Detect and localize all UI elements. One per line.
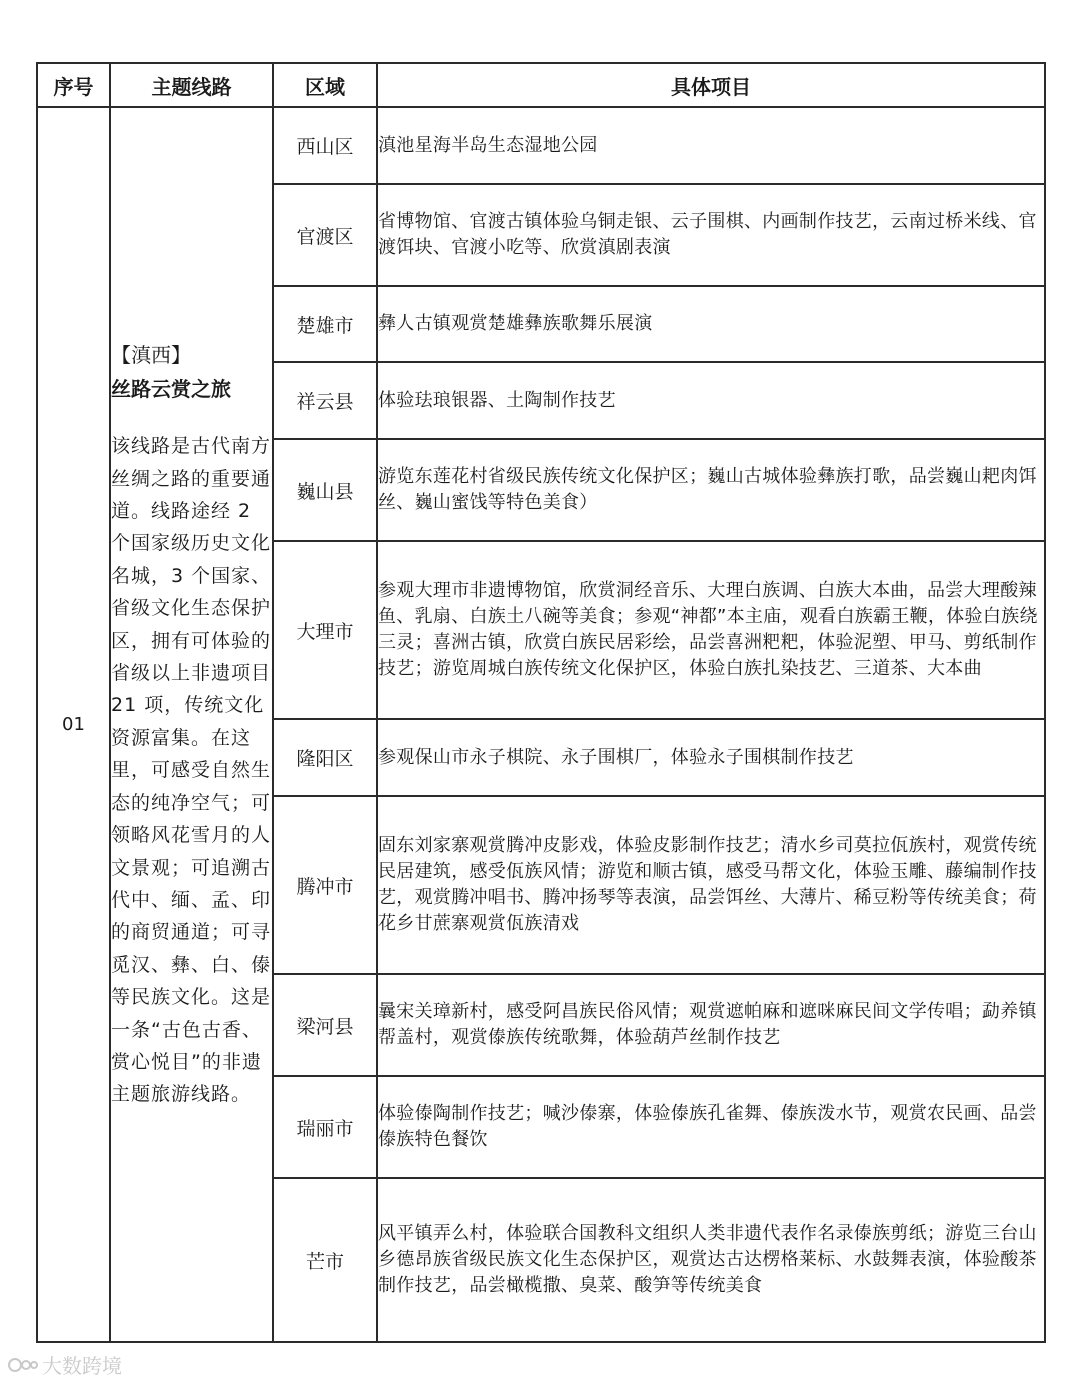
header-row — [37, 63, 1045, 107]
items-cell: 彝人古镇观赏楚雄彝族歌舞乐展演 — [377, 286, 1045, 362]
route-number: 01 — [37, 107, 110, 1342]
header-area: 区域 — [273, 63, 377, 107]
items-cell: 游览东莲花村省级民族传统文化保护区；巍山古城体验彝族打歌，品尝巍山耙肉饵丝、巍山蜜饯等特色美食） — [377, 439, 1045, 541]
area-cell: 官渡区 — [273, 184, 377, 286]
table-row — [37, 107, 1045, 184]
area-cell: 西山区 — [273, 107, 377, 184]
header-no: 序号 — [37, 63, 110, 107]
items-cell: 曩宋关璋新村，感受阿昌族民俗风情；观赏遮帕麻和遮咪麻民间文学传唱；勐养镇帮盖村，观赏傣族传统歌舞，体验葫芦丝制作技艺 — [377, 974, 1045, 1076]
items-cell: 参观保山市永子棋院、永子围棋厂，体验永子围棋制作技艺 — [377, 719, 1045, 796]
area-cell: 芒市 — [273, 1178, 377, 1342]
header-theme: 主题线路 — [110, 63, 273, 107]
area-cell: 巍山县 — [273, 439, 377, 541]
area-cell: 腾冲市 — [273, 796, 377, 974]
area-cell: 隆阳区 — [273, 719, 377, 796]
items-cell: 体验傣陶制作技艺；喊沙傣寨，体验傣族孔雀舞、傣族泼水节，观赏农民画、品尝傣族特色餐饮 — [377, 1076, 1045, 1178]
items-cell: 风平镇弄么村，体验联合国教科文组织人类非遗代表作名录傣族剪纸；游览三台山乡德昂族省级民族文化生态保护区，观赏达古达楞格莱标、水鼓舞表演，体验酸茶制作技艺，品尝橄榄撒、臭菜、酸笋等传统美食 — [377, 1178, 1045, 1342]
items-cell: 省博物馆、官渡古镇体验乌铜走银、云子围棋、内画制作技艺，云南过桥米线、官渡饵块、官渡小吃等、欣赏滇剧表演 — [377, 184, 1045, 286]
logo-icon — [8, 1355, 38, 1375]
theme-region-tag: 【滇西】 — [111, 343, 191, 368]
header-item: 具体项目 — [377, 63, 1045, 107]
items-cell: 滇池星海半岛生态湿地公园 — [377, 107, 1045, 184]
area-cell: 瑞丽市 — [273, 1076, 377, 1178]
area-cell: 楚雄市 — [273, 286, 377, 362]
watermark — [8, 1350, 122, 1379]
items-cell: 体验珐琅银器、土陶制作技艺 — [377, 362, 1045, 439]
route-table — [36, 62, 1046, 1343]
items-cell: 固东刘家寨观赏腾冲皮影戏，体验皮影制作技艺；清水乡司莫拉佤族村，观赏传统民居建筑，感受佤族风情；游览和顺古镇，感受马帮文化，体验玉雕、藤编制作技艺，观赏腾冲唱书、腾冲扬琴等表演，品尝饵丝、大薄片、稀豆粉等传统美食；荷花乡甘蔗寨观赏佤族清戏 — [377, 796, 1045, 974]
area-cell: 祥云县 — [273, 362, 377, 439]
area-cell: 梁河县 — [273, 974, 377, 1076]
watermark-text: 大数跨境 — [42, 1354, 122, 1378]
theme-description: 该线路是古代南方丝绸之路的重要通道。线路途经 2 个国家级历史文化名城，3 个国家、省级文化生态保护区，拥有可体验的省级以上非遗项目 21 项，传统文化资源富集。在这里，可感受自然生态的纯净空气；可领略风花雪月的人文景观；可追溯古代中、缅、孟、印的商贸通道；可寻觅汉、彝、白、傣等民族文化。这是一条“古色古香、赏心悦目”的非遗主题旅游线路。 — [111, 435, 272, 1106]
items-cell: 参观大理市非遗博物馆，欣赏洞经音乐、大理白族调、白族大本曲，品尝大理酸辣鱼、乳扇、白族土八碗等美食；参观“神都”本主庙，观看白族霸王鞭，体验白族绕三灵；喜洲古镇，欣赏白族民居彩绘，品尝喜洲粑粑，体验泥塑、甲马、剪纸制作技艺；游览周城白族传统文化保护区，体验白族扎染技艺、三道茶、大本曲 — [377, 541, 1045, 719]
theme-name: 丝路云赏之旅 — [111, 377, 231, 402]
theme-cell — [110, 107, 273, 1342]
area-cell: 大理市 — [273, 541, 377, 719]
